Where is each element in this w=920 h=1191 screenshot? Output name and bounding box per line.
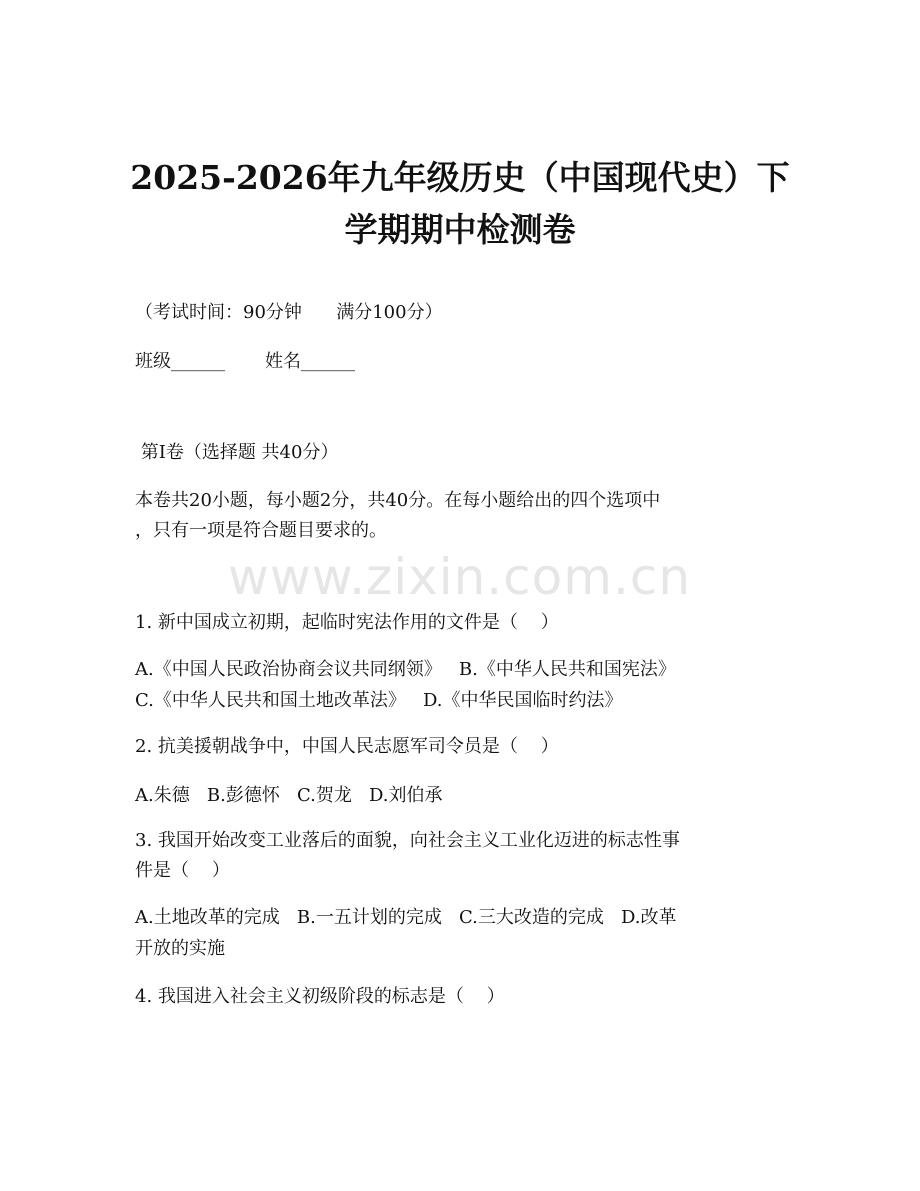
question-1-options-line-1: A.《中国人民政治协商会议共同纲领》 B.《中华人民共和国宪法》	[135, 659, 676, 680]
question-3-options-line-1: A.土地改革的完成 B.一五计划的完成 C.三大改造的完成 D.改革	[135, 907, 677, 928]
watermark: www.zixin.com.cn	[228, 548, 692, 606]
exam-title-line-1: 2025-2026年九年级历史（中国现代史）下	[130, 158, 790, 197]
question-3-options-line-2: 开放的实施	[135, 938, 225, 959]
question-1-stem: 1. 新中国成立初期，起临时宪法作用的文件是（ ）	[135, 612, 559, 633]
question-4-stem: 4. 我国进入社会主义初级阶段的标志是（ ）	[135, 986, 505, 1007]
section-instructions-line-1: 本卷共20小题，每小题2分，共40分。在每小题给出的四个选项中	[135, 490, 661, 511]
student-fields: 班级______ 姓名______	[135, 351, 356, 372]
section-title: 第Ⅰ卷（选择题 共40分）	[135, 442, 339, 463]
section-instructions-line-2: ，只有一项是符合题目要求的。	[135, 520, 387, 541]
exam-info: （考试时间：90分钟 满分100分）	[135, 302, 443, 323]
exam-title-line-2: 学期期中检测卷	[344, 210, 576, 249]
question-2-stem: 2. 抗美援朝战争中，中国人民志愿军司令员是（ ）	[135, 736, 559, 757]
question-3-stem-line-1: 3. 我国开始改变工业落后的面貌，向社会主义工业化迈进的标志性事	[135, 830, 680, 851]
question-1-options-line-2: C.《中华人民共和国土地改革法》 D.《中华民国临时约法》	[135, 690, 623, 711]
question-3-stem-line-2: 件是（ ）	[135, 860, 230, 881]
question-2-options: A.朱德 B.彭德怀 C.贺龙 D.刘伯承	[135, 785, 443, 806]
